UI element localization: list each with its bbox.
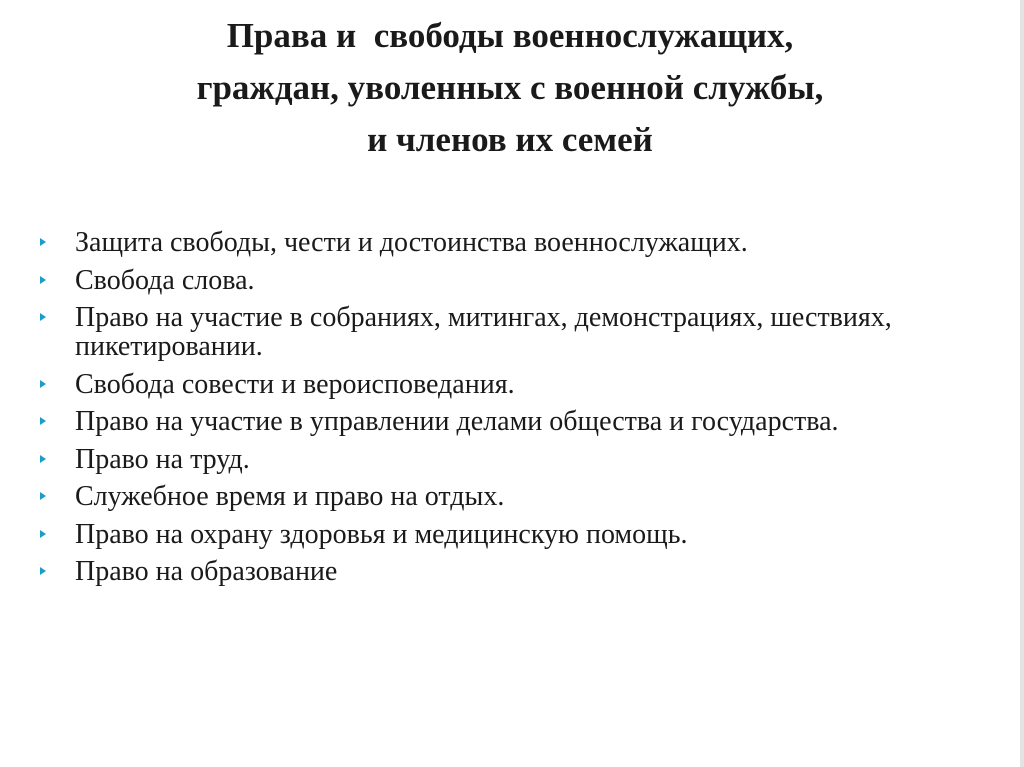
triangle-bullet-icon xyxy=(40,238,46,246)
list-item-text: Свобода совести и вероисповедания. xyxy=(75,368,515,400)
list-item-text: Право на участие в собраниях, митингах, демонстрациях, шествиях, пикетировании. xyxy=(75,302,892,362)
list-item xyxy=(40,303,940,361)
triangle-bullet-icon xyxy=(40,530,46,538)
list-item-text: Служебное время и право на отдых. xyxy=(75,481,505,512)
list-item xyxy=(40,482,940,511)
slide-title xyxy=(60,10,960,166)
triangle-bullet-icon xyxy=(40,417,46,425)
list-item-text: Право на труд. xyxy=(75,443,250,475)
list-item-text: Свобода слова. xyxy=(75,264,255,296)
slide-edge xyxy=(1020,0,1024,767)
title-line: граждан, уволенных с военной службы, xyxy=(196,68,824,107)
bullet-list xyxy=(40,228,940,595)
title-line: Права и свободы военнослужащих, xyxy=(226,16,794,55)
triangle-bullet-icon xyxy=(40,492,46,500)
list-item xyxy=(40,370,940,399)
list-item xyxy=(40,407,940,436)
list-item-text: Право на охрану здоровья и медицинскую помощь. xyxy=(75,518,688,550)
triangle-bullet-icon xyxy=(40,455,46,463)
triangle-bullet-icon xyxy=(40,380,46,388)
list-item-text: Право на участие в управлении делами общества и государства. xyxy=(75,406,839,437)
list-item xyxy=(40,266,940,295)
list-item xyxy=(40,445,940,474)
triangle-bullet-icon xyxy=(40,276,46,284)
triangle-bullet-icon xyxy=(40,313,46,321)
triangle-bullet-icon xyxy=(40,567,46,575)
list-item-text: Право на образование xyxy=(75,556,338,587)
list-item-text: Защита свободы, чести и достоинства военнослужащих. xyxy=(75,227,748,258)
list-item xyxy=(40,228,940,257)
list-item xyxy=(40,520,940,549)
title-line: и членов их семей xyxy=(367,120,653,159)
list-item xyxy=(40,557,940,586)
